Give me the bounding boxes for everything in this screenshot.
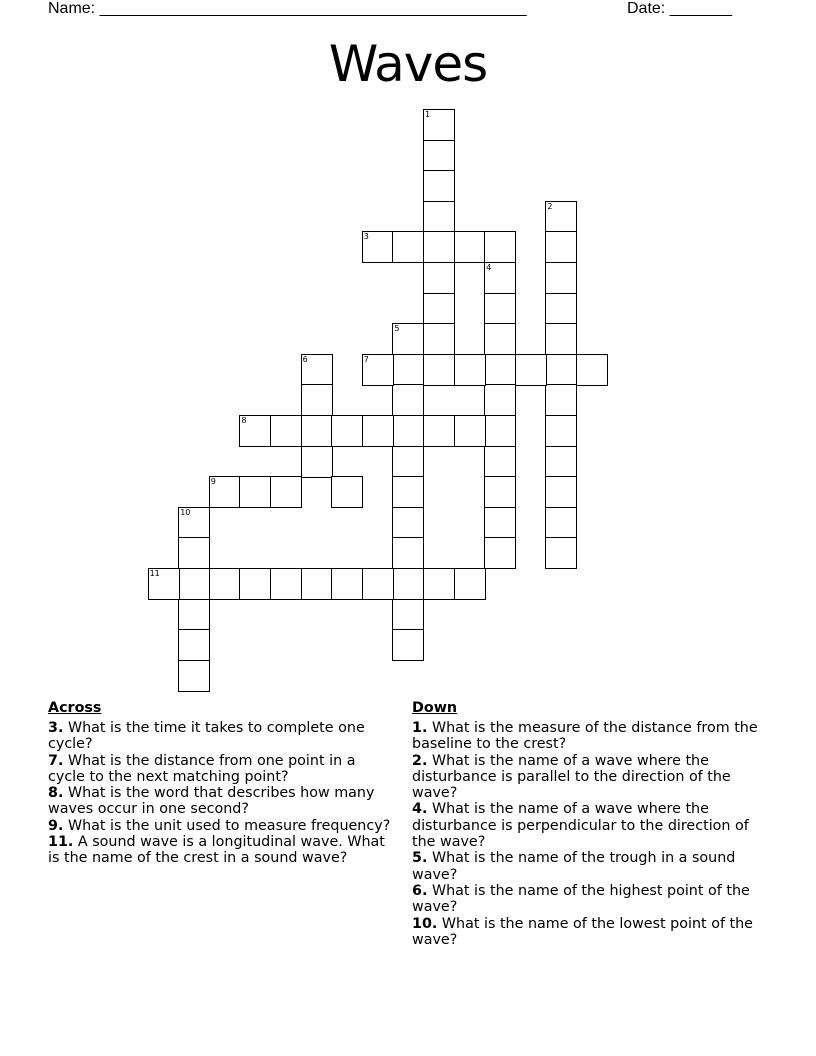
crossword-cell[interactable] [239,568,271,600]
down-clues [412,700,772,948]
clue-number-label: 9 [210,477,216,487]
clue-text: A sound wave is a longitudinal wave. What is the name of the crest in a sound wave? [48,834,385,867]
crossword-cell[interactable] [392,568,424,600]
crossword-cell[interactable] [301,354,333,386]
crossword-cell[interactable] [545,384,577,416]
crossword-cell[interactable] [423,201,455,233]
clue-number-label: 1 [425,110,431,119]
name-field-label[interactable]: Name: ________________________________________________ [48,0,527,17]
crossword-cell[interactable] [423,140,455,172]
crossword-cell[interactable] [484,293,516,325]
clue-text: What is the unit used to measure frequency? [67,817,391,834]
clue-number-label: 5 [394,324,400,334]
crossword-cell[interactable] [270,568,302,600]
crossword-cell[interactable] [454,231,486,263]
crossword-cell[interactable] [545,323,577,355]
crossword-cell[interactable] [331,415,363,447]
clue-number: 3. [48,720,64,736]
crossword-cell[interactable] [545,507,577,539]
crossword-cell[interactable] [576,354,608,386]
crossword-cell[interactable] [423,323,455,355]
crossword-cell[interactable] [331,476,363,508]
clue-number-label: 3 [363,232,369,242]
clue-number: 11. [48,834,74,851]
crossword-cell[interactable] [423,415,455,447]
crossword-cell[interactable] [392,446,424,478]
crossword-cell[interactable] [484,446,516,478]
crossword-cell[interactable] [392,354,424,386]
crossword-cell[interactable] [545,354,577,386]
crossword-cell[interactable] [454,354,486,386]
crossword-cell[interactable] [392,476,424,508]
clue-text: What is the name of the trough in a sound wave? [412,850,736,883]
crossword-cell[interactable] [148,568,180,600]
crossword-cell[interactable] [484,354,516,386]
clue-number: 4. [412,801,428,818]
down-clue [412,916,772,949]
clue-number: 6. [412,882,428,899]
crossword-cell[interactable] [392,323,424,355]
crossword-cell[interactable] [484,476,516,508]
crossword-cell[interactable] [392,384,424,416]
crossword-cell[interactable] [392,507,424,539]
crossword-cell[interactable] [515,354,547,386]
clue-text: What is the name of the lowest point of the wave? [412,915,753,948]
clue-text: What is the distance from one point in a cycle to the next matching point? [48,752,356,785]
crossword-cell[interactable] [392,629,424,661]
clue-number-label: 7 [363,354,369,364]
puzzle-title: Waves [328,35,488,93]
clue-number: 1. [412,720,428,736]
across-clue [48,818,393,834]
crossword-cell[interactable] [484,323,516,355]
crossword-cell[interactable] [545,476,577,508]
across-clue [48,834,393,867]
clue-text: What is the time it takes to complete one cycle? [48,720,365,753]
crossword-cell[interactable] [362,231,394,263]
crossword-cell[interactable] [209,476,241,508]
crossword-cell[interactable] [545,293,577,325]
crossword-cell[interactable] [362,354,394,386]
date-field-label[interactable]: Date: _______ [627,0,732,17]
crossword-cell[interactable] [545,415,577,447]
crossword-cell[interactable] [484,231,516,263]
clue-number-label: 6 [302,354,308,364]
crossword-cell[interactable] [545,537,577,569]
crossword-cell[interactable] [545,262,577,294]
clue-text: What is the word that describes how many waves occur in one second? [48,785,375,818]
across-clue [48,785,393,818]
crossword-cell[interactable] [423,354,455,386]
clue-number-label: 11 [149,569,160,578]
crossword-cell[interactable] [484,537,516,569]
down-clue [412,753,772,802]
crossword-cell[interactable] [484,507,516,539]
crossword-cell[interactable] [392,231,424,263]
crossword-cell[interactable] [178,629,210,661]
clue-number: 5. [412,850,428,867]
crossword-cell[interactable] [178,507,210,539]
crossword-cell[interactable] [331,568,363,600]
crossword-cell[interactable] [209,568,241,600]
crossword-cell[interactable] [301,568,333,600]
crossword-cell[interactable] [270,415,302,447]
crossword-cell[interactable] [362,415,394,447]
clue-number: 2. [412,752,428,769]
clue-number: 8. [48,785,64,802]
clue-number-label: 4 [486,263,492,272]
clue-text: What is the name of the highest point of the wave? [412,882,750,916]
crossword-cell[interactable] [484,415,516,447]
crossword-cell[interactable] [484,384,516,416]
crossword-cell[interactable] [362,568,394,600]
crossword-cell[interactable] [545,201,577,233]
crossword-cell[interactable] [178,537,210,569]
down-clue [412,720,772,753]
clue-number: 9. [48,817,64,834]
crossword-cell[interactable] [301,415,333,447]
across-clues [48,700,393,867]
crossword-cell[interactable] [239,476,271,508]
crossword-cell[interactable] [301,446,333,478]
crossword-cell[interactable] [178,568,210,600]
crossword-cell[interactable] [454,415,486,447]
clue-number: 7. [48,752,64,769]
crossword-cell[interactable] [178,660,210,692]
across-heading: Across [48,700,102,716]
crossword-cell[interactable] [301,384,333,416]
across-clue [48,720,393,753]
crossword-cell[interactable] [423,568,455,600]
crossword-cell[interactable] [484,262,516,294]
clue-number: 10. [412,915,438,932]
crossword-cell[interactable] [454,568,486,600]
down-clue [412,850,772,883]
crossword-cell[interactable] [178,599,210,631]
clue-text: What is the measure of the distance from the baseline to the crest? [412,720,758,753]
crossword-cell[interactable] [239,415,271,447]
crossword-cell[interactable] [392,599,424,631]
clue-number-label: 2 [547,201,553,211]
crossword-cell[interactable] [392,537,424,569]
crossword-cell[interactable] [423,293,455,325]
crossword-cell[interactable] [545,231,577,263]
crossword-cell[interactable] [545,446,577,478]
crossword-cell[interactable] [392,415,424,447]
clue-number-label: 10 [180,507,191,517]
down-heading: Down [412,700,458,716]
crossword-cell[interactable] [270,476,302,508]
crossword-cell[interactable] [423,231,455,263]
crossword-cell[interactable] [423,262,455,294]
crossword-cell[interactable] [423,170,455,202]
down-clue [412,883,772,916]
clue-number-label: 8 [241,416,247,425]
across-clue [48,753,393,786]
clue-text: What is the name of a wave where the disturbance is perpendicular to the direction of the wave? [412,801,749,851]
crossword-cell[interactable] [423,109,455,141]
clue-text: What is the name of a wave where the disturbance is parallel to the direction of the wave? [412,752,731,802]
down-clue [412,801,772,850]
